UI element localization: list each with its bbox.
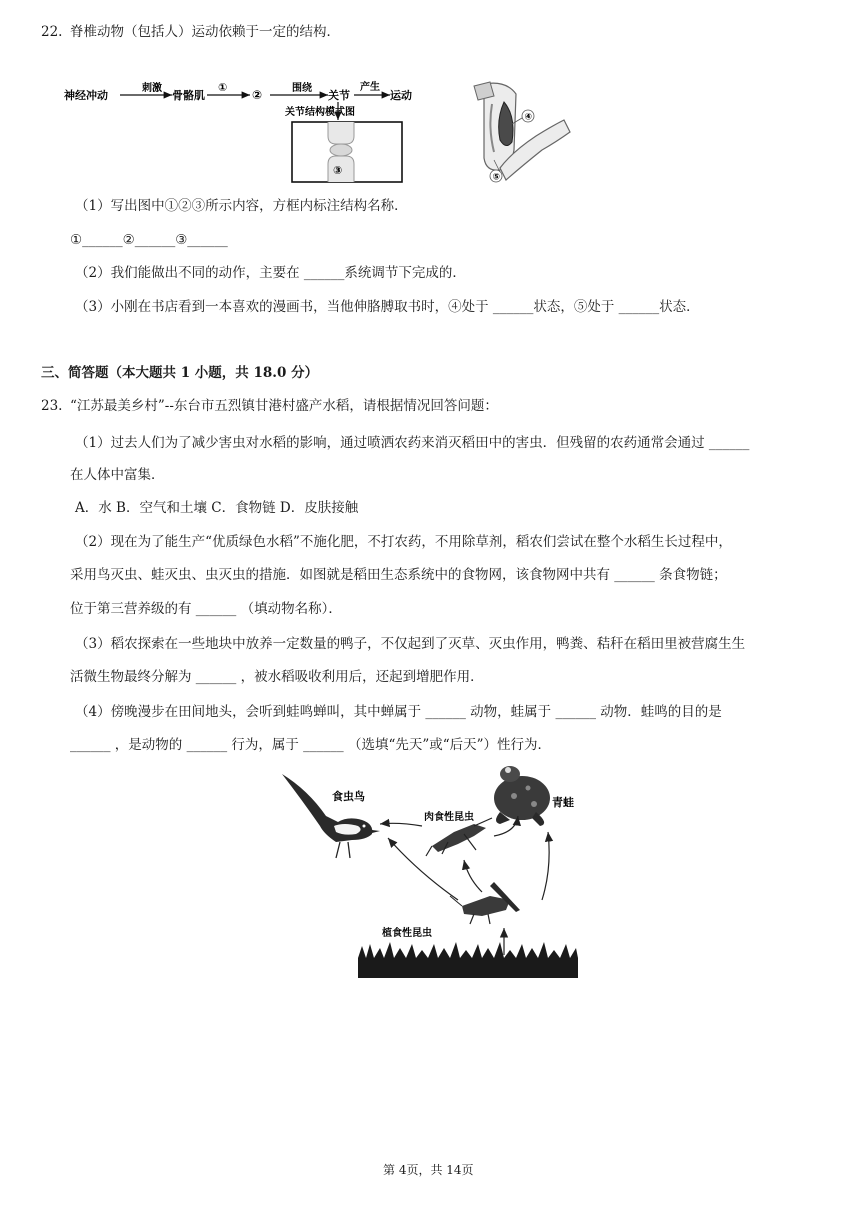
q23-sub2-line2: 采用鸟灭虫、蛙灭虫、虫灭虫的措施．如图就是稻田生态系统中的食物网，该食物网中共有 ______ 条食物链； (70, 567, 727, 583)
food-web-figure (278, 760, 582, 982)
label-circle-5: ⑤ (492, 172, 501, 183)
q23-sub4-line1: （4）傍晚漫步在田间地头，会听到蛙鸣蝉叫，其中蝉属于 ______ 动物，蛙属于 ______ 动物．蛙鸣的目的是 (75, 704, 722, 720)
label-carnivorous-insect: 肉食性昆虫 (424, 812, 474, 823)
q23-number: 23. (41, 398, 63, 414)
q22-stem: 脊椎动物（包括人）运动依赖于一定的结构． (70, 24, 340, 40)
q22-sub3: （3）小刚在书店看到一本喜欢的漫画书，当他伸胳膊取书时，④处于 ______状态，⑤处于 ______状态． (75, 299, 700, 315)
node-nerve-impulse: 神经冲动 (64, 89, 108, 102)
arrow-herbivore-to-frog (542, 832, 549, 900)
q23-sub2-line3: 位于第三营养级的有 ______ （填动物名称）． (70, 601, 342, 617)
page-footer: 第 4页，共 14页 (383, 1163, 474, 1177)
node-skeletal-muscle: 骨骼肌 (172, 89, 205, 102)
q23-sub4-line2: ______ ，是动物的 ______ 行为，属于 ______ （选填“先天”或“后天”）性行为． (70, 737, 552, 753)
grass-strip (358, 942, 578, 978)
q22-flow-diagram (60, 78, 430, 186)
label-circle-3: ③ (333, 164, 343, 177)
label-stimulate: 刺激 (142, 83, 162, 94)
arm-muscle-figure (466, 80, 576, 186)
label-produce: 产生 (360, 82, 380, 93)
q23-sub1-line2: 在人体中富集． (70, 467, 165, 483)
q23-sub2-line1: （2）现在为了能生产“优质绿色水稻”不施化肥，不打农药，不用除草剂，稻农们尝试在整个水稻生长过程中， (75, 534, 732, 550)
label-frog: 青蛙 (552, 796, 574, 809)
q23-sub3-line2: 活微生物最终分解为 ______ ，被水稻吸收利用后，还起到增肥作用． (70, 669, 484, 685)
carnivorous-insect (426, 818, 492, 856)
herbivorous-insect (450, 882, 520, 924)
node-joint: 关节 (328, 89, 350, 102)
q23-sub1-line1: （1）过去人们为了减少害虫对水稻的影响，通过喷洒农药来消灭稻田中的害虫．但残留的农药通常会通过 ______ (75, 435, 750, 451)
arrow-herbivore-to-carnivore (464, 860, 482, 892)
label-around: 围绕 (292, 83, 312, 94)
q23-options: A．水 B．空气和土壤 C．食物链 D．皮肤接触 (75, 500, 359, 516)
section-3-heading: 三、简答题（本大题共 1 小题，共 18.0 分） (41, 365, 319, 381)
label-bird: 食虫鸟 (332, 790, 365, 803)
q22-blanks: ①______②______③______ (70, 232, 228, 248)
joint-caption: 关节结构模式图 (285, 107, 355, 118)
label-herbivorous-insect: 植食性昆虫 (382, 928, 432, 939)
label-circle-1: ① (218, 81, 228, 94)
q22-sub2: （2）我们能做出不同的动作，主要在 ______系统调节下完成的． (75, 265, 466, 281)
q23-stem: “江苏最美乡村”--东台市五烈镇甘港村盛产水稻，请根据情况回答问题： (70, 398, 498, 414)
q22-number: 22. (41, 24, 63, 40)
label-circle-4: ④ (524, 112, 533, 123)
q23-sub3-line1: （3）稻农探索在一些地块中放养一定数量的鸭子，不仅起到了灭草、灭虫作用，鸭粪、秸秆在稻田里被营腐生生 (75, 636, 746, 652)
arrow-carnivore-to-bird (380, 823, 422, 826)
frog (494, 766, 550, 826)
node-movement: 运动 (390, 89, 412, 102)
q22-sub1: （1）写出图中①②③所示内容，方框内标注结构名称． (75, 198, 408, 214)
node-circle-2: ② (252, 88, 263, 102)
insectivorous-bird (282, 774, 380, 858)
